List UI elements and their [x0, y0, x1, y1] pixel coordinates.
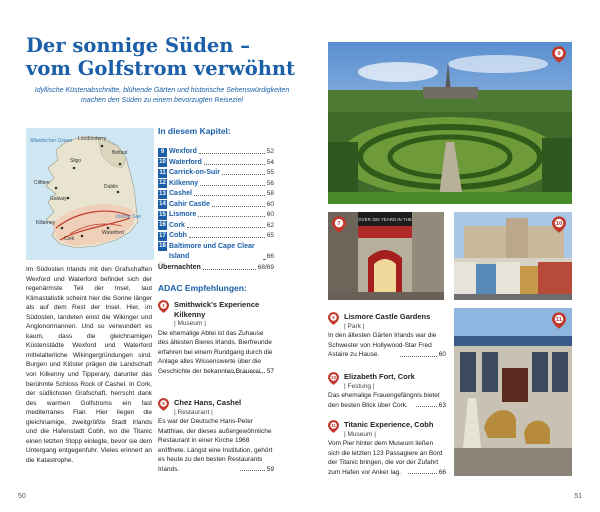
recommendation-page: 59 — [266, 465, 274, 473]
recommendation-page: 60 — [438, 351, 446, 358]
map-pin-icon — [552, 46, 566, 63]
recommendation-text: Es war der Deutsche Hans-Peter Matthiae, der dieses außergewöhnliche Restaurant in einer Kirche 1968 eröffnete. Längst eine Institution, gehört es heute zu den besten Restaurants Irlands. — [158, 418, 273, 473]
toc-page: 65 — [266, 232, 274, 239]
toc-item[interactable] — [158, 242, 274, 263]
toc-title: Wexford — [169, 148, 197, 155]
toc-item[interactable] — [158, 147, 274, 158]
page-number-right: 51 — [574, 493, 582, 500]
toc-number: 9 — [158, 148, 167, 157]
map-label-sligo: Sligo — [70, 158, 82, 164]
recommendation-8 — [158, 398, 274, 474]
map-pin-icon — [552, 216, 566, 233]
recommendation-page: 57 — [266, 367, 274, 375]
toc-title: Carrick-on-Suir — [169, 169, 220, 176]
map-label-galway: Galway — [50, 196, 67, 202]
map-label-irish-sea: Irische See — [116, 214, 142, 220]
map-label-clifden: Clifden — [34, 180, 50, 186]
photo-castle-town — [454, 212, 572, 300]
map-pin-icon — [158, 398, 169, 411]
toc-title: Übernachten — [158, 263, 201, 271]
toc-title: Cashel — [169, 190, 192, 197]
toc-page: 60 — [266, 200, 274, 208]
recommendation-title: Smithwick's Experience Kilkenny — [174, 300, 260, 319]
toc-item[interactable] — [158, 200, 274, 211]
map-pin-icon — [328, 312, 339, 325]
recommendation-title: Lismore Castle Gardens — [344, 312, 431, 321]
page-right — [300, 0, 600, 512]
toc-item[interactable] — [158, 221, 274, 232]
recommendation-text: Das ehemalige Frauengefängnis bietet den besten Blick über Cork. — [328, 392, 440, 409]
chapter-toc — [158, 147, 274, 273]
chapter-heading: In diesem Kapitel: — [158, 126, 231, 136]
recommendation-category: | Museum | — [174, 320, 206, 327]
map-pin-icon — [332, 216, 346, 233]
page-title-line-1: Der sonnige Süden – — [26, 34, 250, 57]
toc-item[interactable] — [158, 189, 274, 200]
photo-lismore-garden — [328, 42, 572, 204]
svg-text:1: 1 — [162, 303, 165, 309]
photo-cork-street — [328, 212, 444, 300]
recommendation-title: Elizabeth Fort, Cork — [344, 372, 415, 381]
toc-number: 12 — [159, 180, 166, 186]
toc-page: 56 — [266, 179, 274, 187]
toc-item[interactable] — [158, 231, 274, 242]
toc-title: Cobh — [169, 232, 187, 239]
recommendation-title: Chez Hans, Cashel — [174, 398, 242, 407]
toc-title: Baltimore und Cape Clear Island — [169, 242, 255, 260]
toc-title: Cork — [169, 221, 185, 229]
adac-heading: ADAC Empfehlungen: — [158, 283, 247, 293]
page-number-left: 50 — [18, 493, 26, 500]
map-label-ocean: Atlantischer Ozean — [30, 138, 73, 144]
recommendation-11 — [328, 420, 446, 477]
toc-item-overnight[interactable] — [158, 263, 274, 274]
toc-page: 58 — [266, 190, 274, 197]
toc-page: 54 — [266, 158, 274, 166]
toc-item[interactable] — [158, 210, 274, 221]
toc-title: Waterford — [169, 158, 202, 166]
recommendation-1 — [158, 300, 274, 376]
map-label-killarney: Killarney — [36, 220, 56, 226]
map-label-dublin: Dublin — [104, 184, 119, 190]
svg-text:11: 11 — [555, 317, 563, 324]
recommendation-category: | Park | — [344, 322, 365, 330]
toc-number: 15 — [159, 211, 166, 218]
recommendation-category: | Museum | — [344, 430, 376, 438]
toc-title: Kilkenny — [169, 179, 199, 187]
map-pin-icon — [328, 420, 339, 433]
toc-page: 55 — [266, 169, 274, 176]
recommendation-title: Titanic Experience, Cobh — [344, 420, 434, 429]
map-label-waterford: Waterford — [102, 230, 124, 236]
map-pin-icon — [328, 372, 339, 385]
photo-titanic-cobh — [454, 308, 572, 476]
toc-page: 62 — [266, 221, 274, 229]
map-label-londonderry: Londonderry — [78, 136, 107, 142]
toc-number: 13 — [159, 190, 166, 197]
lead-text: Idyllische Küstenabschnitte, blühende Gärten und historische Sehenswürdigkeiten machen den Süden zu einem bevorzugten Reiseziel — [34, 87, 290, 104]
toc-title: Cahir Castle — [169, 200, 210, 208]
recommendation-text: Vom Pier hinter dem Museum ließen sich die letzten 123 Passagiere an Bord der Titanic bringen, die vor der Zufahrt zum Hafen vor Anker lag. — [328, 440, 443, 476]
toc-item[interactable] — [158, 168, 274, 179]
toc-number: 17 — [159, 232, 166, 239]
toc-number: 14 — [159, 201, 166, 207]
toc-number: 11 — [159, 169, 166, 176]
region-map — [26, 128, 154, 260]
recommendation-text: In den ältesten Gärten Irlands war die Schwester von Hollywood-Star Fred Astaire zu Hause. — [328, 332, 437, 358]
svg-text:8: 8 — [162, 401, 165, 407]
toc-page: 68/69 — [257, 263, 274, 271]
recommendation-9 — [328, 312, 446, 360]
recommendation-text: Die ehemalige Abtei ist das Zuhause des ältesten Bieres Irlands. Bierfreunde erfahren bei einem Rundgang durch die Anlage alles Wissenswerte über die Geschichte der bekannten Brauerei. — [158, 329, 273, 375]
toc-page: 52 — [266, 148, 274, 155]
map-label-belfast: Belfast — [112, 150, 128, 156]
map-pin-icon — [158, 300, 169, 313]
map-pin-icon — [552, 312, 566, 329]
recommendation-10 — [328, 372, 446, 410]
svg-text:7: 7 — [337, 221, 341, 228]
svg-text:9: 9 — [557, 51, 561, 58]
page-title — [26, 34, 296, 80]
recommendation-page: 66 — [438, 468, 446, 476]
map-graphic — [26, 128, 154, 260]
toc-page: 60 — [266, 211, 274, 218]
toc-item[interactable] — [158, 179, 274, 190]
recommendation-category: | Festung | — [344, 382, 375, 390]
intro-body-text: Im Südosten Irlands mit den Grafschaften Wexford und Waterford befindet sich der regenärmste Teil der Insel, laut Klimastatistik scheint hier die Sonne länger als auf dem Rest der Insel. Hier, im Südosten, landeten einst die Wikinger und Anglonormannen. Und so verwundert es kaum, dass die gleichnamigen Küstenstädte Wexford und Waterford mittelalterliche Wikingergründungen sind. Burgen und Klöster prägen die Landschaft von Kilkenny und Tipperary, darunter das berühmte Schloss Rock of Cashel. In Cork, der südlichsten Grafschaft, herrscht dank des warmen Golfstroms ein fast mediterranes Flair. Hier liegen die gleichnamige, zweitgrößte Stadt Irlands und die Hafenstadt Cobh, wo die Titanic einen letzten Stopp einlegte, bevor sie dem Untergang entgegenfuhr. Vieles erinnert an die Katastrophe. — [26, 266, 152, 464]
recommendation-page: 63 — [438, 401, 446, 409]
toc-number: 10 — [159, 159, 166, 165]
page-title-line-2: vom Golfstrom verwöhnt — [26, 57, 296, 80]
toc-title: Lismore — [169, 211, 197, 218]
map-label-cork: Cork — [64, 236, 75, 242]
recommendation-category: | Restaurant | — [174, 408, 213, 416]
photo-sign-text: OVER 300 YEARS IN THE — [358, 217, 412, 222]
toc-number: 16 — [159, 222, 166, 228]
toc-item[interactable] — [158, 158, 274, 169]
svg-text:9: 9 — [332, 315, 335, 321]
svg-text:11: 11 — [331, 423, 336, 429]
svg-text:10: 10 — [555, 221, 563, 228]
toc-number: 18 — [159, 243, 166, 249]
toc-page: 66 — [266, 253, 274, 260]
svg-text:10: 10 — [330, 375, 337, 381]
